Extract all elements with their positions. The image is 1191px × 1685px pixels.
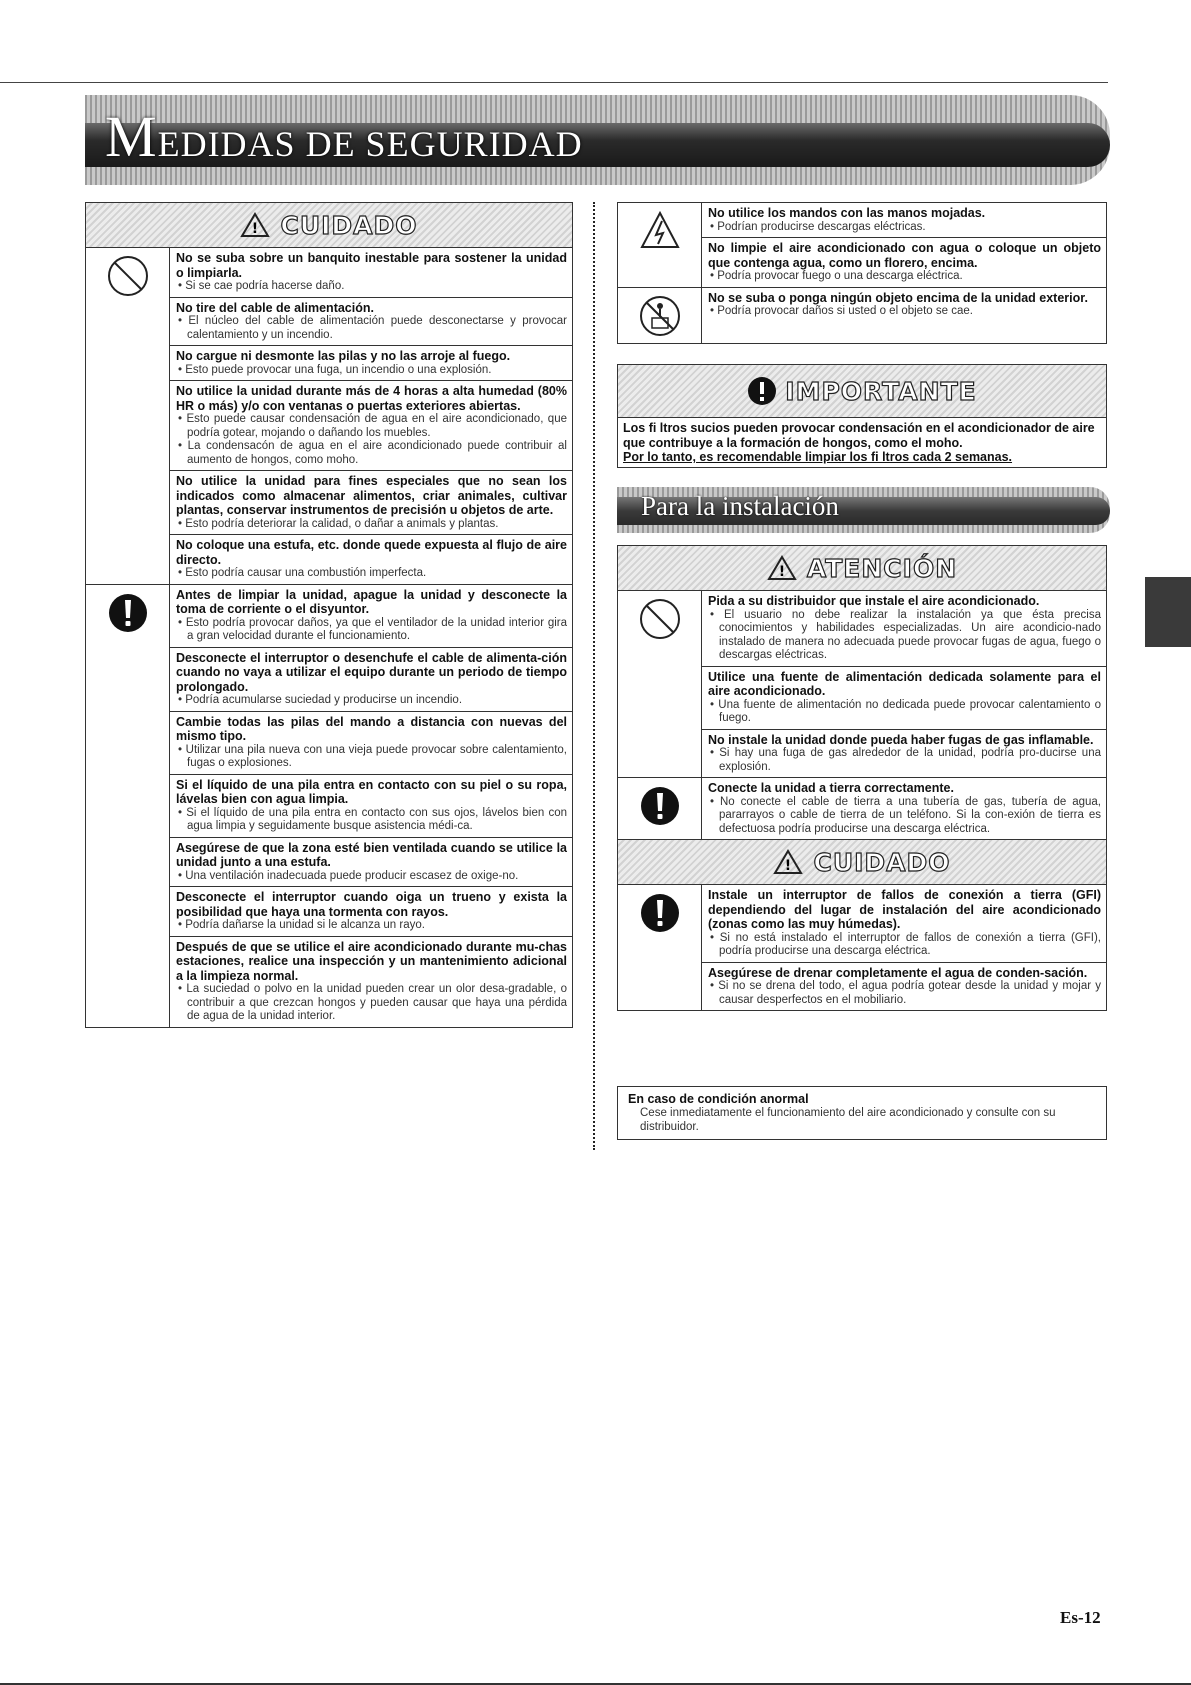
important-header: IMPORTANTE xyxy=(618,365,1106,418)
notice-heading: No se suba sobre un banquito inestable para sostener la unidad o limpiarla. xyxy=(176,251,567,280)
notice-item xyxy=(702,237,1106,287)
notice-item xyxy=(170,886,572,936)
notice-detail: • Si no se drena del todo, el agua podría gotear desde la unidad y mojar y causar desperfectos en el mobiliario. xyxy=(710,980,1101,1006)
notice-detail: • Si el líquido de una pila entra en contacto con sus ojos, lávelos bien con agua limpia y seguidamente busque asistencia médi-ca. xyxy=(178,806,567,832)
title-banner xyxy=(85,95,1110,185)
right-warning-box xyxy=(617,202,1107,344)
notice-item xyxy=(702,885,1106,962)
notice-group xyxy=(618,777,1106,839)
no-climbing-icon xyxy=(638,294,682,343)
notice-detail: • Podría provocar fuego o una descarga eléctrica. xyxy=(710,270,963,282)
notice-heading: No coloque una estufa, etc. donde quede expuesta al flujo de aire directo. xyxy=(176,538,567,567)
notice-heading: Asegúrese de que la zona esté bien ventilada cuando se utilice la unidad junto a una estufa. xyxy=(176,840,567,869)
notice-heading: No utilice la unidad para fines especiales que no sean los indicados como almacenar alimentos, criar animales, cultivar plantas, conservar instrumentos de precisión u objetos de arte. xyxy=(176,474,567,517)
notice-heading: Cambie todas las pilas del mando a distancia con nuevas del mismo tipo. xyxy=(176,714,567,743)
notice-detail: • Esto puede causar condensación de agua en el aire acondicionado, que podría gotear, mojando o dañando los muebles. xyxy=(178,413,567,439)
notice-detail: • Podría acumularse suciedad y producirse un incendio. xyxy=(178,694,463,706)
exclamation-circle-icon xyxy=(747,376,777,406)
notice-heading: Desconecte el interruptor o desenchufe el cable de alimenta-ción cuando no vaya a utilizar el equipo durante un periodo de tiempo prolongado. xyxy=(176,650,567,694)
notice-group xyxy=(618,591,1106,777)
abnormal-body: Cese inmediatamente el funcionamiento del aire acondicionado y consulte con su distribuidor. xyxy=(640,1107,1056,1133)
page-title: MEDIDAS DE SEGURIDAD xyxy=(105,104,583,169)
notice-item xyxy=(170,534,572,584)
notice-detail: • Podrían producirse descargas eléctricas. xyxy=(710,220,926,233)
notice-heading: No se suba o ponga ningún objeto encima de la unidad exterior. xyxy=(708,290,1088,305)
notice-detail: • Esto podría causar una combustión imperfecta. xyxy=(178,567,427,579)
notice-detail: • Esto podría provocar daños, ya que el ventilador de la unidad interior gira a gran velocidad durante el funcionamiento. xyxy=(178,616,567,642)
notice-group xyxy=(618,203,1106,287)
notice-detail: • Esto puede provocar una fuga, un incendio o una explosión. xyxy=(178,363,492,376)
notice-group xyxy=(86,248,572,584)
notice-heading: Si el líquido de una pila entra en contacto con su piel o su ropa, lávelas bien con agua limpia. xyxy=(176,777,567,806)
notice-heading: Utilice una fuente de alimentación dedicada solamente para el aire acondicionado. xyxy=(708,669,1101,698)
group-icon-cell xyxy=(618,591,702,777)
mandatory-icon xyxy=(638,784,682,839)
notice-detail: • Utilizar una pila nueva con una vieja puede provocar sobre calentamiento, fugas o explosiones. xyxy=(178,743,567,769)
notice-heading: No cargue ni desmonte las pilas y no las arroje al fuego. xyxy=(176,349,511,363)
group-icon-cell xyxy=(618,885,702,1010)
top-rule xyxy=(0,82,1108,83)
notice-item xyxy=(170,711,572,774)
notice-detail: • El usuario no debe realizar la instalación ya que ésta precisa conocimientos y habilidades especializadas. Un aire acondicio-nado instalado de manera no adecuada puede provocar fugas de agua, fuego o descargas eléctricas. xyxy=(710,608,1101,661)
group-icon-cell xyxy=(86,248,170,584)
notice-heading: Desconecte el interruptor cuando oiga un trueno y exista la posibilidad que haya una tormenta con rayos. xyxy=(176,890,567,919)
column-separator xyxy=(593,202,595,1150)
page-number: Es-12 xyxy=(1060,1608,1101,1627)
notice-heading: No instale la unidad donde pueda haber fugas de gas inflamable. xyxy=(708,732,1094,747)
notice-group xyxy=(86,584,572,1027)
abnormal-title: En caso de condición anormal xyxy=(628,1092,809,1106)
notice-item xyxy=(170,380,572,470)
notice-item xyxy=(170,585,572,647)
notice-detail: • Si hay una fuga de gas alrededor de la unidad, podría pro-ducirse una explosión. xyxy=(710,747,1101,773)
warning-triangle-icon xyxy=(773,849,803,875)
notice-item xyxy=(702,962,1106,1011)
notice-detail: • Podría dañarse la unidad si le alcanza un rayo. xyxy=(178,919,425,931)
notice-item xyxy=(702,666,1106,729)
mandatory-icon xyxy=(106,591,150,1027)
notice-item xyxy=(702,591,1106,666)
notice-item xyxy=(702,203,1106,237)
caution-header: ! CUIDADO xyxy=(86,203,572,248)
group-icon-cell xyxy=(618,288,702,343)
notice-detail: • No conecte el cable de tierra a una tubería de gas, tubería de agua, pararrayos o cable de tierra de un teléfono. Si la con-exión de tierra es defectuosa podría producirse una descarga eléctrica. xyxy=(710,795,1101,835)
caution-box xyxy=(85,202,573,1028)
svg-text:!: ! xyxy=(785,858,792,874)
notice-item xyxy=(170,345,572,380)
notice-detail: • Esto podría deteriorar la calidad, o dañar a animals y plantas. xyxy=(178,517,499,530)
notice-item xyxy=(170,470,572,534)
caution-header-2: ! CUIDADO xyxy=(618,839,1106,885)
svg-text:!: ! xyxy=(778,564,786,580)
notice-item xyxy=(170,297,572,346)
notice-heading: Después de que se utilice el aire acondicionado durante mu-chas estaciones, realice una inspección y un mantenimiento adicional a la limpieza normal. xyxy=(176,939,567,983)
notice-heading: Instale un interruptor de fallos de conexión a tierra (GFI) dependiendo del lugar de instalación del aire acondicionado (zonas como las muy húmedas). xyxy=(708,888,1101,931)
svg-text:!: ! xyxy=(252,221,259,237)
notice-detail: • La suciedad o polvo en la unidad pueden crear un olor desa-gradable, o contribuir a que crezcan hongos y pueden causar que haya una pérdida de agua de la unidad interior. xyxy=(178,983,567,1022)
notice-detail: • Si se cae podría hacerse daño. xyxy=(178,280,345,292)
notice-item xyxy=(170,774,572,837)
notice-heading: No tire del cable de alimentación. xyxy=(176,300,374,315)
installation-banner xyxy=(617,487,1110,533)
notice-group xyxy=(618,287,1106,343)
group-icon-cell xyxy=(86,585,170,1027)
notice-detail: • Una ventilación inadecuada puede producir escasez de oxige-no. xyxy=(178,869,519,882)
notice-heading: Asegúrese de drenar completamente el agua de conden-sación. xyxy=(708,965,1088,980)
mandatory-icon xyxy=(638,891,682,1010)
section-tab xyxy=(1145,577,1191,647)
notice-item xyxy=(702,778,1106,839)
notice-detail: • El núcleo del cable de alimentación puede desconectarse y provocar calentamiento y un incendio. xyxy=(178,315,567,341)
notice-detail: • La condensacón de agua en el aire acondicionado puede contribuir al aumento de hongos, como moho. xyxy=(178,440,567,466)
notice-heading: Antes de limpiar la unidad, apague la unidad y desconecte la toma de corriente o el disyuntor. xyxy=(176,587,567,616)
notice-detail: • Si no está instalado el interruptor de fallos de conexión a tierra (GFI), podría producirse una descarga eléctrica. xyxy=(710,931,1101,957)
installation-box xyxy=(617,545,1107,1011)
notice-item xyxy=(170,647,572,711)
notice-heading: No utilice la unidad durante más de 4 horas a alta humedad (80% HR o más) y/o con ventanas o puertas exteriores abiertas. xyxy=(176,384,567,413)
electric-shock-icon xyxy=(638,209,682,287)
notice-item xyxy=(170,837,572,887)
notice-heading: No limpie el aire acondicionado con agua o coloque un objeto que contenga agua, como un florero, encima. xyxy=(708,241,1101,270)
important-box xyxy=(617,364,1107,468)
important-text-1: Los fi ltros sucios pueden provocar condensación en el acondicionador de aire que contribuye a la formación de hongos, como el moho. xyxy=(623,421,1095,450)
abnormal-condition-box xyxy=(617,1086,1107,1140)
important-text-2: Por lo tanto, es recomendable limpiar los fi ltros cada 2 semanas. xyxy=(623,450,1013,464)
installation-title: Para la instalación xyxy=(641,491,839,521)
notice-heading: Conecte la unidad a tierra correctamente. xyxy=(708,781,954,795)
warning-triangle-icon xyxy=(240,212,270,238)
attention-header: ! ATENCIÓN xyxy=(618,546,1106,591)
warning-triangle-icon xyxy=(767,555,797,581)
notice-item xyxy=(170,248,572,297)
group-icon-cell xyxy=(618,778,702,839)
prohibition-icon xyxy=(106,254,150,584)
notice-item xyxy=(702,288,1106,322)
prohibition-icon xyxy=(638,597,682,777)
notice-heading: No utilice los mandos con las manos mojadas. xyxy=(708,206,986,220)
notice-item xyxy=(702,729,1106,778)
notice-detail: • Una fuente de alimentación no dedicada puede provocar calentamiento o fuego. xyxy=(710,698,1101,724)
notice-item xyxy=(170,936,572,1027)
notice-detail: • Podría provocar daños si usted o el objeto se cae. xyxy=(710,305,973,317)
notice-group xyxy=(618,885,1106,1010)
notice-heading: Pida a su distribuidor que instale el aire acondicionado. xyxy=(708,594,1040,608)
group-icon-cell xyxy=(618,203,702,287)
